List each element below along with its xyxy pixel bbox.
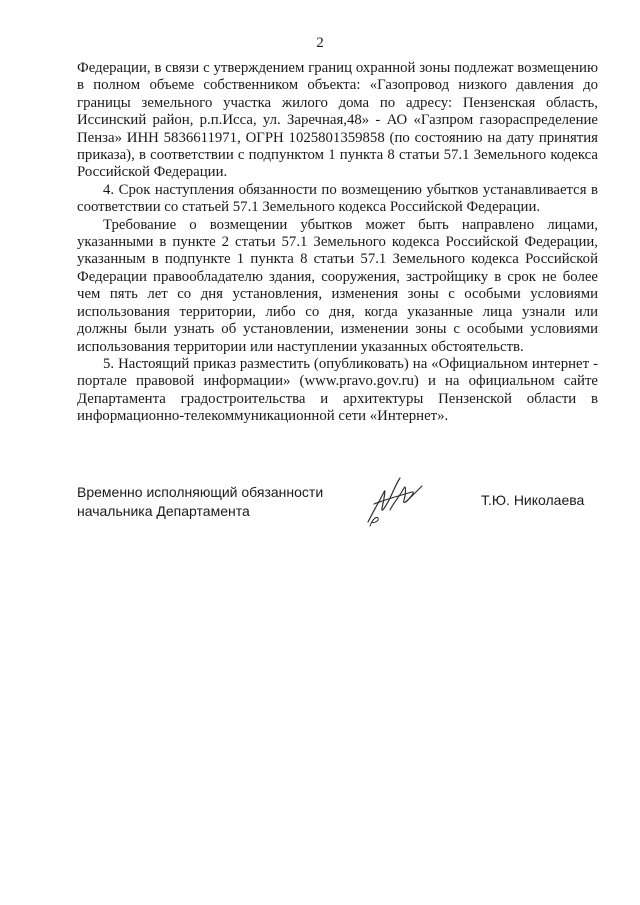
signer-name: Т.Ю. Николаева (481, 492, 585, 508)
signatory-position-line-2: начальника Департамента (77, 503, 250, 519)
signatory-position-line-1: Временно исполняющий обязанности (77, 484, 324, 500)
paragraph-continuation: Федерации, в связи с утверждением границ охранной зоны подлежат возмещению в полном объеме собственником объекта: «Газопровод низкого давления до границы земельного участка жилого дома по адресу: Пензенская область, Иссинский район, р.п.Исса, ул. Заречная,48» - АО «Газпром газораспределение Пенза» ИНН 5836611971, ОГРН 1025801359858 (по состоянию на дату принятия приказа), в соответствии с подпунктом 1 пункта 8 статьи 57.1 Земельного кодекса Российской Федерации. (77, 60, 598, 181)
paragraph-item-5: 5. Настоящий приказ разместить (опубликовать) на «Официальном интернет - портале правовой информации» (www.pravo.gov.ru) и на официальном сайте Департамента градостроительства и архитектуры Пензенской области в информационно-телекоммуникационной сети «Интернет». (77, 355, 598, 425)
paragraph-item-4: 4. Срок наступления обязанности по возмещению убытков устанавливается в соответствии со статьей 57.1 Земельного кодекса Российской Федерации. (77, 181, 598, 216)
handwritten-signature (360, 470, 428, 530)
document-body (77, 60, 598, 426)
signatory-position (77, 483, 323, 521)
paragraph-claim-requirement: Требование о возмещении убытков может быть направлено лицами, указанными в пункте 2 статьи 57.1 Земельного кодекса Российской Федерации, указанным в подпункте 1 пункта 8 статьи 57.1 Земельного кодекса Российской Федерации правообладателю здания, сооружения, застройщику в срок не более чем пять лет со дня установления, изменения зоны с особыми условиями использования территории, либо со дня, когда указанные лица узнали или должны были узнать об установлении, изменении зоны с особыми условиями использования территории или наступлении указанных обстоятельств. (77, 216, 598, 355)
page-number: 2 (316, 35, 324, 51)
